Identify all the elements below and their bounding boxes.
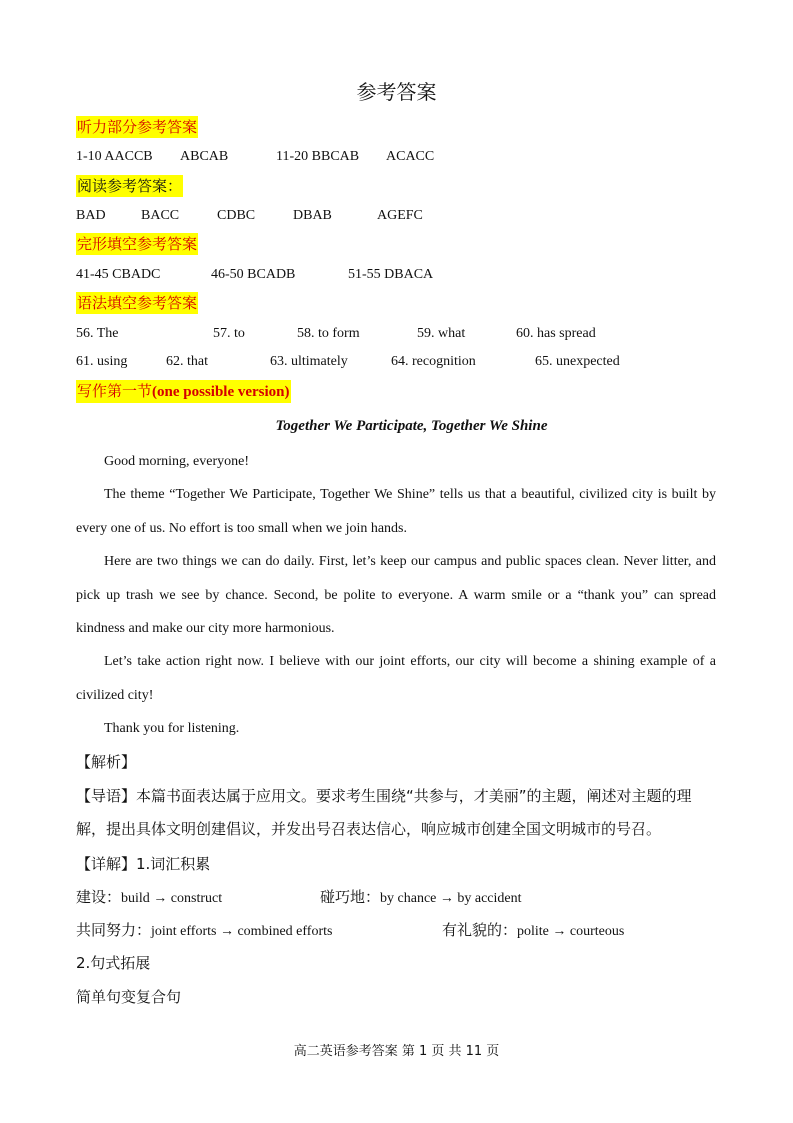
essay-paragraph: The theme “Together We Participate, Together We Shine” tells us that a beautiful, civilized city is built by every one of us. No effort is too small when we join hands. — [76, 487, 716, 536]
answer-item: 63. ultimately — [270, 354, 348, 369]
section-2-subheading: 简单句变复合句 — [76, 988, 182, 1006]
vocab-zh: 建设： — [76, 888, 122, 906]
vocab-en: build → construct — [121, 891, 223, 906]
writing-heading-en: (one possible version) — [152, 384, 290, 400]
answer-group: DBAB — [293, 208, 332, 223]
answer-group: ACACC — [386, 149, 435, 164]
answer-item: 61. using — [76, 354, 128, 369]
vocab-zh: 碰巧地： — [320, 888, 381, 906]
vocab-item — [76, 886, 222, 907]
answer-item: 58. to form — [297, 326, 360, 341]
essay-title: Together We Participate, Together We Shine — [275, 418, 548, 434]
essay-paragraph: Here are two things we can do daily. First, let’s keep our campus and public spaces clean. Never litter, and pick up trash we see by chance. Second, be polite to everyone. A warm smile or a “thank you” can spread kindness and make our city more harmonious. — [76, 554, 716, 636]
cloze-heading: 完形填空参考答案 — [77, 235, 198, 253]
reading-heading: 阅读参考答案： — [77, 177, 183, 195]
answer-group: AGEFC — [377, 208, 423, 223]
section-2-heading: 2.句式拓展 — [76, 954, 151, 972]
essay-paragraph: Thank you for listening. — [104, 721, 240, 736]
vocab-item — [442, 919, 624, 940]
vocab-en: polite → courteous — [517, 924, 625, 939]
answer-item: 59. what — [417, 326, 466, 341]
answer-group: 46-50 BCADB — [211, 267, 296, 282]
answer-group: 11-20 BBCAB — [276, 149, 360, 164]
answer-item: 62. that — [166, 354, 208, 369]
analysis-guide: 【导语】本篇书面表达属于应用文。要求考生围绕“共参与，才美丽”的主题，阐述对主题的理解，提出具体文明创建倡议，并发出号召表达信心，响应城市创建全国文明城市的号召。 — [76, 787, 692, 838]
writing-heading — [76, 380, 291, 403]
answer-item: 60. has spread — [516, 326, 596, 341]
grammar-heading: 语法填空参考答案 — [77, 294, 198, 312]
answer-item: 64. recognition — [391, 354, 476, 369]
page-footer: 高二英语参考答案 第 1 页 共 11 页 — [293, 1044, 500, 1059]
page-title: 参考答案 — [356, 80, 437, 104]
answer-group: BAD — [76, 208, 106, 223]
answer-group: BACC — [141, 208, 180, 223]
answer-item: 56. The — [76, 326, 119, 341]
vocab-en: by chance → by accident — [380, 891, 522, 906]
detail-heading: 【详解】1.词汇积累 — [76, 855, 211, 873]
answer-group: 51-55 DBACA — [348, 267, 434, 282]
answer-item: 57. to — [213, 326, 245, 341]
vocab-zh: 有礼貌的： — [442, 921, 518, 939]
analysis-label: 【解析】 — [76, 753, 137, 771]
answer-group: 1-10 AACCB — [76, 149, 153, 164]
vocab-zh: 共同努力： — [76, 921, 152, 939]
vocab-item — [76, 919, 332, 940]
listening-heading: 听力部分参考答案 — [77, 118, 198, 136]
essay-paragraph: Good morning, everyone! — [104, 454, 250, 469]
answer-group: CDBC — [217, 208, 256, 223]
answer-item: 65. unexpected — [535, 354, 620, 369]
writing-heading-cn: 写作第一节 — [77, 382, 153, 400]
vocab-en: joint efforts → combined efforts — [151, 924, 333, 939]
essay-paragraph: Let’s take action right now. I believe with our joint efforts, our city will become a shining example of a civilized city! — [76, 654, 716, 703]
vocab-item — [320, 886, 522, 907]
answer-group: 41-45 CBADC — [76, 267, 161, 282]
answer-group: ABCAB — [180, 149, 229, 164]
